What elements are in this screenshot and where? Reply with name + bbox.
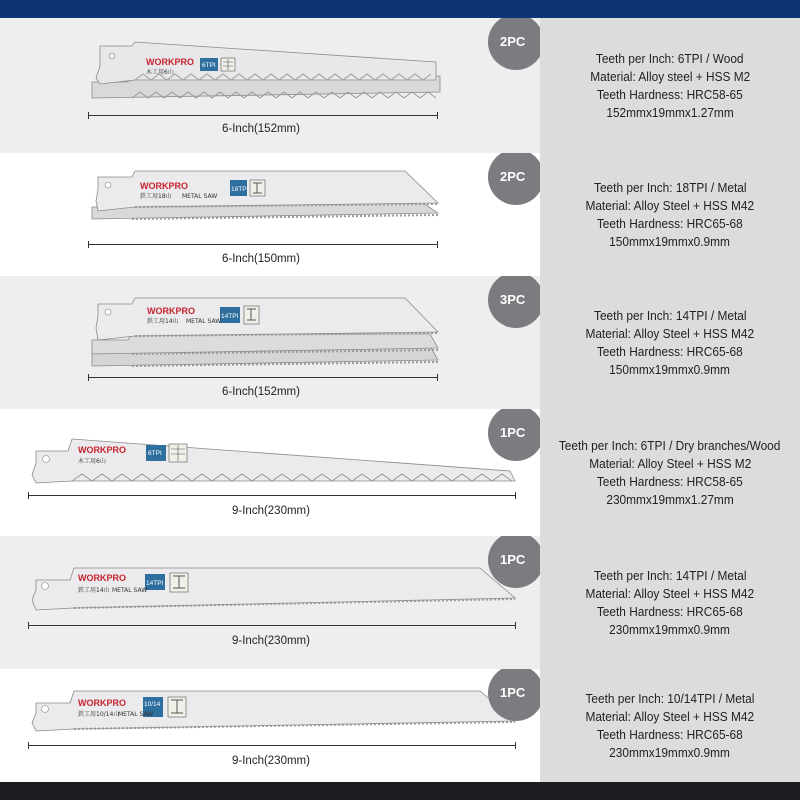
bottom-bar: [0, 782, 800, 800]
dimension-line: [88, 115, 438, 116]
product-row-4: [0, 409, 800, 536]
dimension-line: [88, 244, 438, 245]
dim-tick-right: [437, 374, 438, 381]
spec-line: Teeth Hardness: HRC65-68: [597, 604, 743, 619]
tpi-tag: 14TPI: [146, 580, 164, 587]
quantity-badge: [484, 276, 540, 332]
sub-label: 木工用6山: [146, 69, 174, 76]
spec-line: Material: Alloy Steel + HSS M42: [585, 709, 755, 724]
tpi-tag: 14TPI: [221, 313, 239, 320]
spec-line: Teeth per Inch: 10/14TPI / Metal: [585, 691, 755, 706]
tpi-tag: 6TPI: [148, 450, 162, 457]
quantity-label: 1PC: [500, 552, 526, 567]
sub-label-2: METAL SAW: [186, 318, 222, 325]
quantity-badge: [484, 669, 540, 725]
tpi-tag: 10/14: [144, 701, 161, 708]
dimension-line: [28, 625, 516, 626]
sub-label: 鉄工用14山: [147, 318, 179, 325]
dim-tick-right: [515, 622, 516, 629]
product-row-6: [0, 669, 800, 782]
quantity-label: 3PC: [500, 292, 526, 307]
spec-panel: [540, 18, 800, 153]
dimension-label: 9-Inch(230mm): [232, 635, 310, 647]
spec-line: 150mmx19mmx0.9mm: [609, 234, 731, 249]
brand-label: WORKPRO: [78, 573, 126, 583]
blade-panel: [0, 409, 540, 536]
sub-label: 鉄工用14山: [78, 587, 110, 594]
quantity-badge: [484, 18, 540, 74]
spec-line: Teeth per Inch: 14TPI / Metal: [593, 308, 747, 323]
spec-line: Teeth per Inch: 6TPI / Dry branches/Wood: [559, 438, 781, 453]
sub-label: 鉄工用18山: [140, 193, 172, 200]
quantity-badge: [484, 153, 540, 209]
dimension-label: 6-Inch(152mm): [222, 386, 300, 398]
sub-label-2: METAL SAW: [118, 711, 154, 718]
top-bar: [0, 0, 800, 18]
spec-line: Teeth Hardness: HRC58-65: [597, 474, 743, 489]
tpi-tag: 18TPI: [231, 186, 249, 193]
quantity-label: 2PC: [500, 169, 526, 184]
spec-line: 230mmx19mmx1.27mm: [606, 492, 734, 507]
blade-image: [0, 536, 540, 669]
spec-line: Teeth Hardness: HRC65-68: [597, 344, 743, 359]
brand-label: WORKPRO: [140, 181, 188, 191]
dimension-label: 9-Inch(230mm): [232, 755, 310, 767]
spec-panel: [540, 669, 800, 782]
blade-panel: [0, 153, 540, 276]
spec-line: 152mmx19mmx1.27mm: [606, 105, 734, 120]
dimension-label: 9-Inch(230mm): [232, 505, 310, 517]
dim-tick-right: [515, 742, 516, 749]
spec-line: Teeth per Inch: 18TPI / Metal: [593, 180, 747, 195]
spec-line: Material: Alloy Steel + HSS M42: [585, 586, 755, 601]
spec-line: Material: Alloy Steel + HSS M2: [588, 456, 752, 471]
quantity-label: 1PC: [500, 425, 526, 440]
spec-panel: [540, 409, 800, 536]
spec-line: Teeth per Inch: 14TPI / Metal: [593, 568, 747, 583]
blade-panel: [0, 276, 540, 409]
quantity-label: 1PC: [500, 685, 526, 700]
dimension-line: [28, 745, 516, 746]
spec-line: Teeth Hardness: HRC65-68: [597, 216, 743, 231]
tpi-tag: 6TPI: [202, 62, 216, 69]
dimension-line: [88, 377, 438, 378]
blade-panel: [0, 18, 540, 153]
brand-label: WORKPRO: [78, 698, 126, 708]
product-row-5: [0, 536, 800, 669]
spec-line: Material: Alloy steel + HSS M2: [589, 69, 751, 84]
blade-panel: [0, 536, 540, 669]
blade-panel: [0, 669, 540, 782]
product-row-3: [0, 276, 800, 409]
spec-panel: [540, 536, 800, 669]
spec-panel: [540, 276, 800, 409]
spec-line: Material: Alloy Steel + HSS M42: [585, 198, 755, 213]
quantity-badge: [484, 409, 540, 465]
spec-line: Teeth Hardness: HRC65-68: [597, 727, 743, 742]
spec-line: Material: Alloy Steel + HSS M42: [585, 326, 755, 341]
dim-tick-right: [437, 241, 438, 248]
quantity-badge: [484, 536, 540, 592]
sub-label: 木工用6山: [78, 458, 106, 465]
brand-label: WORKPRO: [146, 57, 194, 67]
dim-tick-right: [515, 492, 516, 499]
brand-label: WORKPRO: [147, 306, 195, 316]
product-row-2: [0, 153, 800, 276]
blade-stack: [92, 334, 438, 366]
dim-tick-right: [437, 112, 438, 119]
dimension-label: 6-Inch(150mm): [222, 253, 300, 265]
brand-label: WORKPRO: [78, 445, 126, 455]
spec-line: Teeth Hardness: HRC58-65: [597, 87, 743, 102]
spec-line: 230mmx19mmx0.9mm: [609, 622, 731, 637]
spec-line: Teeth per Inch: 6TPI / Wood: [596, 51, 744, 66]
product-row-1: [0, 18, 800, 153]
sub-label: 鉄工用10/14山: [78, 711, 120, 718]
quantity-label: 2PC: [500, 34, 526, 49]
dimension-label: 6-Inch(152mm): [222, 123, 300, 135]
spec-panel: [540, 153, 800, 276]
spec-line: 150mmx19mmx0.9mm: [609, 362, 731, 377]
spec-line: 230mmx19mmx0.9mm: [609, 745, 731, 760]
sub-label-2: METAL SAW: [182, 193, 218, 200]
sub-label-2: METAL SAW: [112, 587, 148, 594]
dimension-line: [28, 495, 516, 496]
